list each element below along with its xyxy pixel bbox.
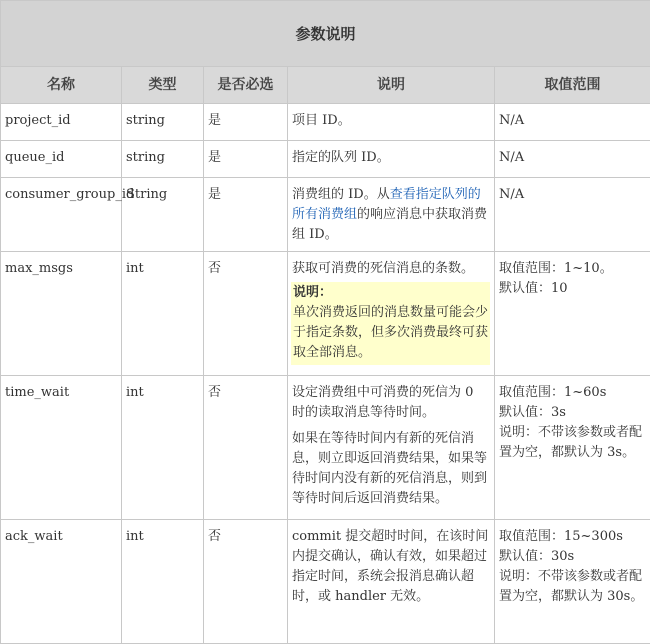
param-range [495, 252, 650, 376]
default-value: 默认值：30s [499, 547, 646, 567]
description-text: 的响应消息中获取消费组 ID。 [292, 207, 487, 242]
param-type: int [122, 520, 204, 644]
table-row [1, 376, 650, 520]
description-text: 设定消费组中可消费的死信为 0 时的读取消息等待时间。 [292, 383, 490, 423]
param-type: string [122, 104, 204, 141]
note-box [291, 282, 490, 365]
note-body: 单次消费返回的消息数量可能会少于指定条数，但多次消费最终可获取全部消息。 [293, 303, 488, 363]
header-type: 类型 [122, 67, 204, 104]
note-title: 说明： [293, 283, 488, 303]
description-text-extra: 如果在等待时间内有新的死信消息，则立即返回消费结果，如果等待时间内没有新的死信消息，则到等待时间后返回消费结果。 [292, 429, 490, 509]
header-description: 说明 [288, 67, 495, 104]
param-description: commit 提交超时时间，在该时间内提交确认，确认有效，如果超过指定时间，系统会报消息确认超时，或 handler 无效。 [288, 520, 495, 644]
param-type: String [122, 178, 204, 252]
param-range: N/A [495, 104, 650, 141]
range-value: 取值范围：15~300s [499, 527, 646, 547]
param-name: ack_wait [1, 520, 122, 644]
range-value: 取值范围：1~60s [499, 383, 646, 403]
param-description: 指定的队列 ID。 [288, 141, 495, 178]
range-note: 说明：不带该参数或者配置为空，都默认为 3s。 [499, 423, 646, 463]
default-value: 默认值：10 [499, 279, 646, 299]
param-type: int [122, 252, 204, 376]
table-row [1, 520, 650, 644]
table-title: 参数说明 [1, 1, 650, 67]
table-caption-row [1, 1, 650, 67]
param-type: string [122, 141, 204, 178]
param-required: 否 [204, 376, 288, 520]
header-name: 名称 [1, 67, 122, 104]
param-description [288, 376, 495, 520]
param-description: 项目 ID。 [288, 104, 495, 141]
table-row [1, 178, 650, 252]
range-note: 说明：不带该参数或者配置为空，都默认为 30s。 [499, 567, 646, 607]
param-range [495, 520, 650, 644]
table-row [1, 104, 650, 141]
param-required: 否 [204, 520, 288, 644]
param-description [288, 252, 495, 376]
param-range [495, 376, 650, 520]
header-range: 取值范围 [495, 67, 650, 104]
range-value: 取值范围：1~10。 [499, 259, 646, 279]
param-required: 是 [204, 104, 288, 141]
param-name: queue_id [1, 141, 122, 178]
param-required: 否 [204, 252, 288, 376]
param-required: 是 [204, 141, 288, 178]
param-type: int [122, 376, 204, 520]
param-description [288, 178, 495, 252]
param-range: N/A [495, 178, 650, 252]
description-text: 消费组的 ID。从 [292, 187, 390, 202]
param-name: consumer_group_id [1, 178, 122, 252]
header-required: 是否必选 [204, 67, 288, 104]
param-range: N/A [495, 141, 650, 178]
table-row [1, 252, 650, 376]
param-name: project_id [1, 104, 122, 141]
description-text: 获取可消费的死信消息的条数。 [292, 259, 490, 279]
default-value: 默认值：3s [499, 403, 646, 423]
table-row [1, 141, 650, 178]
param-name: max_msgs [1, 252, 122, 376]
param-name: time_wait [1, 376, 122, 520]
param-required: 是 [204, 178, 288, 252]
table-header-row [1, 67, 650, 104]
list-consumer-groups-link[interactable]: 查看指定队列的所有消费组 [292, 187, 481, 222]
